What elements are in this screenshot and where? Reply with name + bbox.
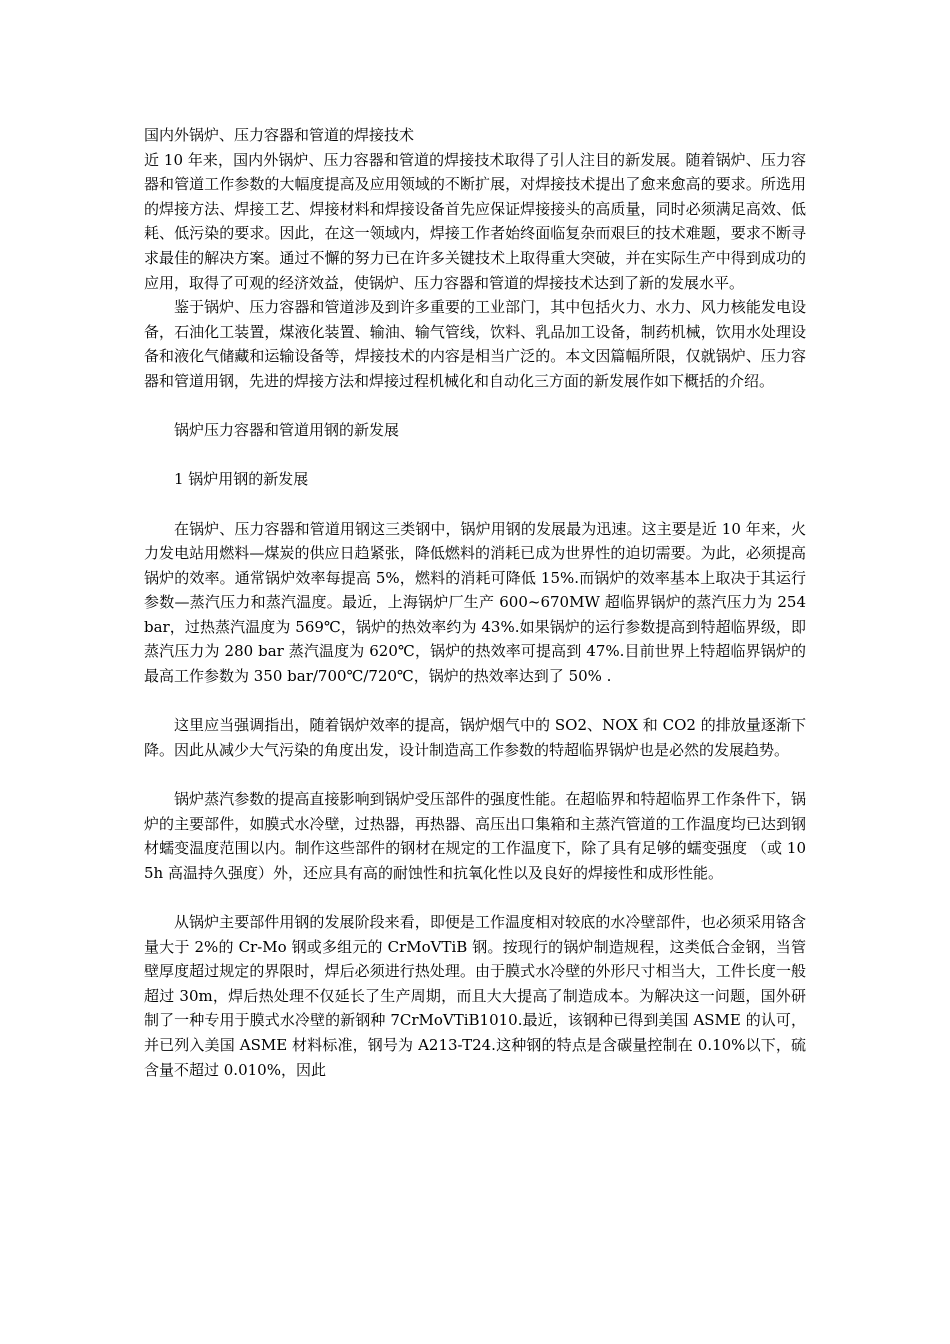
body-paragraph-2: 这里应当强调指出，随着锅炉效率的提高，锅炉烟气中的 SO2、NOX 和 CO2 的排放量逐渐下降。因此从减少大气污染的角度出发，设计制造高工作参数的特超临界锅炉也是必然的发展趋势。: [144, 716, 806, 759]
section-heading: 锅炉压力容器和管道用钢的新发展: [174, 421, 400, 440]
body-paragraph-4: 从锅炉主要部件用钢的发展阶段来看，即便是工作温度相对较底的水冷壁部件，也必须采用铬含量大于 2%的 Cr-Mo 钢或多组元的 CrMoVTiB 钢。按现行的锅炉制造规程，这类低合金钢，当管壁厚度超过规定的界限时，焊后必须进行热处理。由于膜式水冷壁的外形尺寸相当大，工件长度一般超过 30m，焊后热处理不仅延长了生产周期，而且大大提高了制造成本。为解决这一问题，国外研制了一种专用于膜式水冷壁的新钢种 7CrMoVTiB1010.最近，该钢种已得到美国 ASME 的认可，并已列入美国 ASME 材料标准，钢号为 A213-T24.这种钢的特点是含碳量控制在 0.10%以下，硫含量不超过 0.010%，因此: [144, 913, 806, 1079]
body-paragraph-1: 在锅炉、压力容器和管道用钢这三类钢中，锅炉用钢的发展最为迅速。这主要是近 10 年来，火力发电站用燃料—煤炭的供应日趋紧张，降低燃料的消耗已成为世界性的迫切需要。为此，必须提高锅炉的效率。通常锅炉效率每提高 5%，燃料的消耗可降低 15%.而锅炉的效率基本上取决于其运行参数—蒸汽压力和蒸汽温度。最近，上海锅炉厂生产 600~670MW 超临界锅炉的蒸汽压力为 254bar，过热蒸汽温度为 569℃，锅炉的热效率约为 43%.如果锅炉的运行参数提高到特超临界级，即蒸汽压力为 280 bar 蒸汽温度为 620℃，锅炉的热效率可提高到 47%.目前世界上特超临界锅炉的最高工作参数为 350 bar/700℃/720℃，锅炉的热效率达到了 50% .: [144, 519, 806, 686]
document-title: 国内外锅炉、压力容器和管道的焊接技术: [144, 126, 415, 144]
body-paragraph-3: 锅炉蒸汽参数的提高直接影响到锅炉受压部件的强度性能。在超临界和特超临界工作条件下，锅炉的主要部件，如膜式水冷壁，过热器，再热器、高压出口集箱和主蒸汽管道的工作温度均已达到钢材蠕变温度范围以内。制作这些部件的钢材在规定的工作温度下，除了具有足够的蠕变强度 （或 105h 高温持久强度）外，还应具有高的耐蚀性和抗氧化性以及良好的焊接性和成形性能。: [144, 790, 806, 882]
intro-paragraph-1: 近 10 年来，国内外锅炉、压力容器和管道的焊接技术取得了引人注目的新发展。随着锅炉、压力容器和管道工作参数的大幅度提高及应用领域的不断扩展，对焊接技术提出了愈来愈高的要求。所选用的焊接方法、焊接工艺、焊接材料和焊接设备首先应保证焊接接头的高质量，同时必须满足高效、低耗、低污染的要求。因此，在这一领域内，焊接工作者始终面临复杂而艰巨的技术难题，要求不断寻求最佳的解决方案。通过不懈的努力已在许多关键技术上取得重大突破，并在实际生产中得到成功的应用，取得了可观的经济效益，使锅炉、压力容器和管道的焊接技术达到了新的发展水平。: [144, 150, 806, 292]
subsection-heading: 1 锅炉用钢的新发展: [174, 470, 309, 489]
document-body: [144, 123, 806, 1082]
intro-paragraph-2: 鉴于锅炉、压力容器和管道涉及到许多重要的工业部门，其中包括火力、水力、风力核能发电设备，石油化工装置，煤液化装置、输油、输气管线，饮料、乳品加工设备，制药机械，饮用水处理设备和液化气储藏和运输设备等，焊接技术的内容是相当广泛的。本文因篇幅所限，仅就锅炉、压力容器和管道用钢，先进的焊接方法和焊接过程机械化和自动化三方面的新发展作如下概括的介绍。: [144, 298, 806, 390]
